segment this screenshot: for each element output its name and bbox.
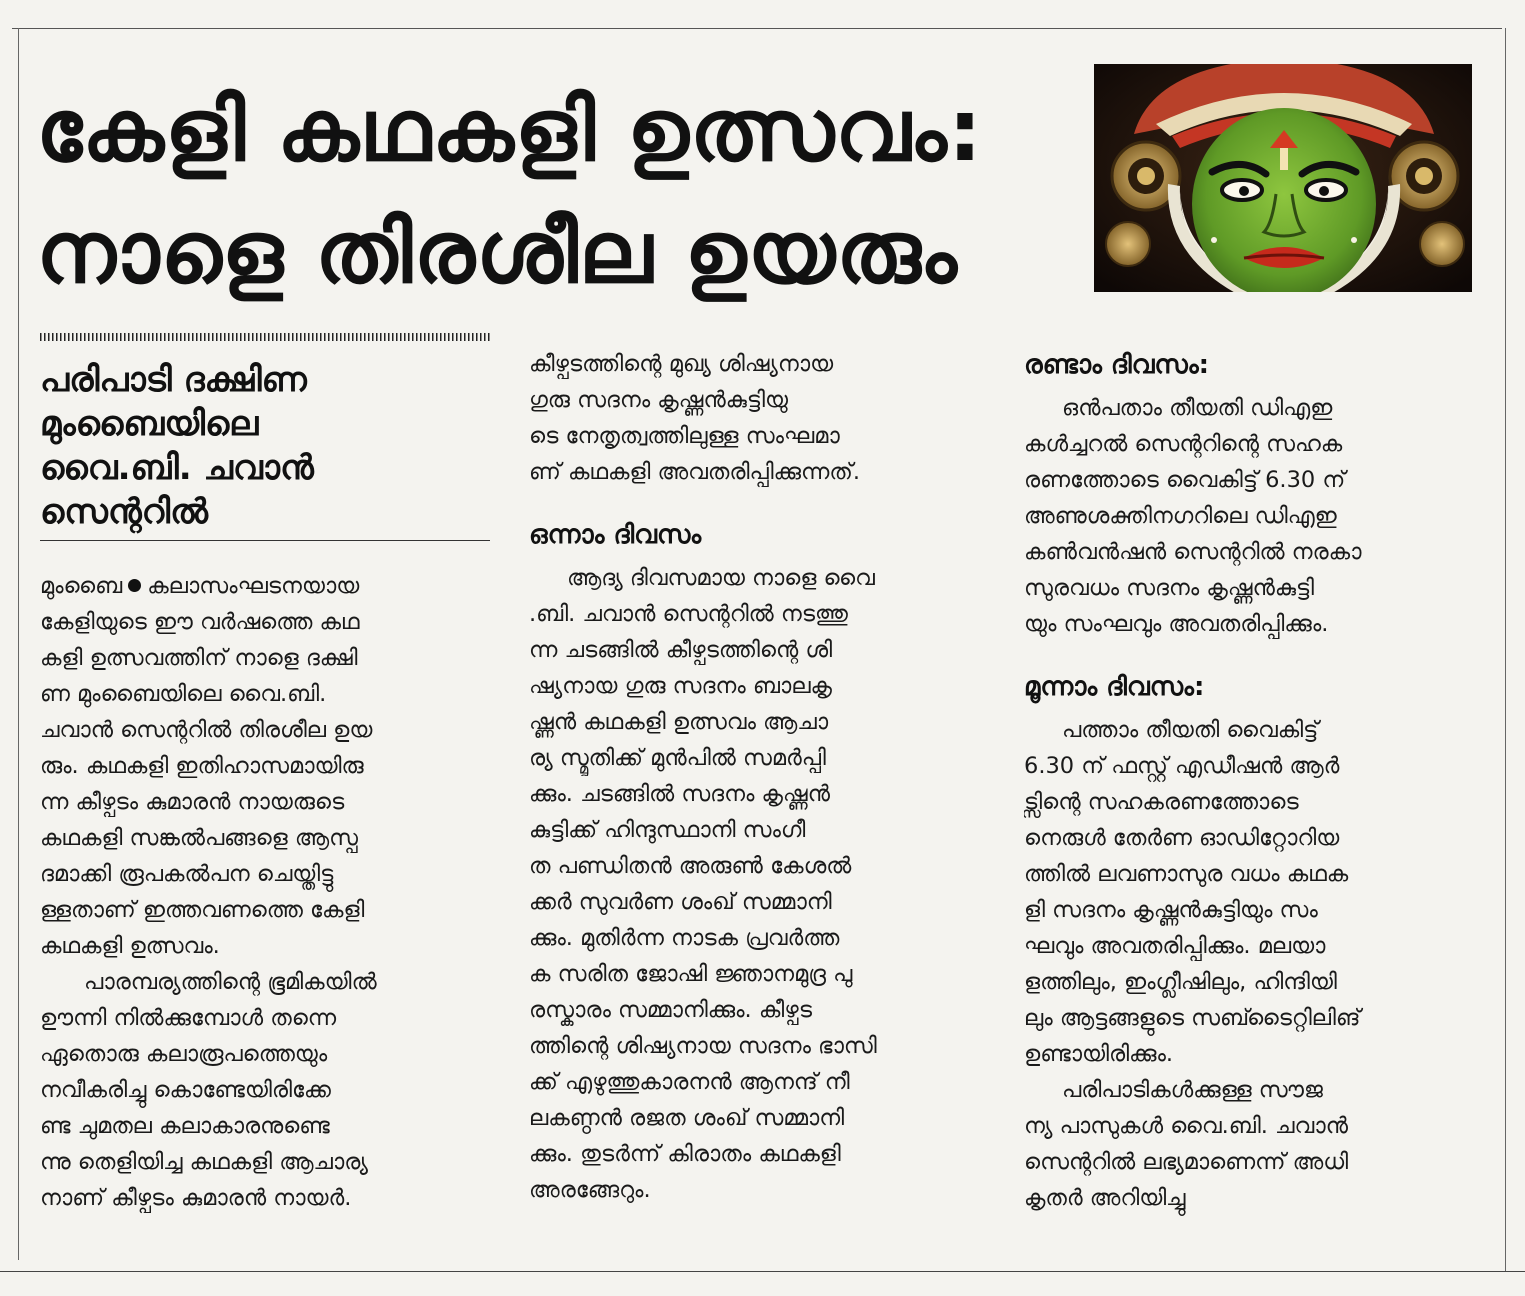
column-line: രും. കഥകളി ഇതിഹാസമായിരു: [40, 753, 364, 779]
column-line: ന്ന ചടങ്ങിൽ കീഴ്പടത്തിന്റെ ശി: [529, 637, 833, 663]
column-line: സുരവധം സദനം കൃഷ്ണൻകുട്ടി: [1024, 575, 1315, 601]
column-line: ക്കർ സുവർണ ശംഖ് സമ്മാനി: [529, 889, 832, 915]
column-line: ടെ നേതൃത്വത്തിലുള്ള സംഘമാ: [529, 423, 840, 449]
column-line: കഥകളി ഉത്സവം.: [40, 933, 220, 959]
column-line: ന്യ പാസുകൾ വൈ.ബി. ചവാൻ: [1024, 1113, 1348, 1139]
column-line: കൃതർ അറിയിച്ചു: [1024, 1185, 1186, 1211]
column-line: ഉണ്ടായിരിക്കും.: [1024, 1041, 1174, 1067]
top-rule: [12, 28, 1502, 29]
column-line: ഒൻപതാം തീയതി ഡിഎഇ: [1062, 395, 1333, 421]
subheading-line: മുംബൈയിലെ: [40, 404, 259, 444]
column-line: നെരുൾ തേർണ ഓഡിറ്റോറിയ: [1024, 825, 1340, 851]
column-line: ഷ്ണൻ കഥകളി ഉത്സവം ആചാ: [529, 709, 829, 735]
subheading-line: വൈ.ബി. ചവാൻ: [40, 448, 314, 488]
section-heading-day-2: രണ്ടാം ദിവസം:: [1024, 350, 1210, 380]
column-line: .ബി. ചവാൻ സെന്ററിൽ നടത്തു: [529, 601, 848, 627]
subheading-line: പരിപാടി ദക്ഷിണ: [40, 360, 307, 400]
paragraph-gap: [1024, 642, 1469, 660]
column-line: ര്യ സ്മൃതിക്ക് മുൻപിൽ സമർപ്പി: [529, 745, 826, 771]
column-line: കീഴ്പടത്തിന്റെ മുഖ്യ ശിഷ്യനായ: [529, 351, 834, 377]
column-line: കഥകളി സങ്കൽപങ്ങളെ ആസ്പ: [40, 825, 358, 851]
bullet-icon: [128, 579, 141, 592]
column-line: ക്ക് എഴുത്തുകാരനൻ ആനന്ദ് നീ: [529, 1069, 850, 1095]
column-line: ക്കും. തുടർന്ന് കിരാതം കഥകളി: [529, 1141, 841, 1167]
article-column-3: [1024, 338, 1469, 1216]
column-line: അരങ്ങേറും.: [529, 1177, 651, 1203]
column-line: ലകണ്ഠൻ രജത ശംഖ് സമ്മാനി: [529, 1105, 845, 1131]
column-line: ണ മുംബൈയിലെ വൈ.ബി.: [40, 681, 327, 707]
column-line: പരിപാടികൾക്കുള്ള സൗജ: [1062, 1077, 1323, 1103]
kathakali-face-image: [1094, 64, 1472, 292]
paragraph-gap: [529, 490, 983, 508]
column-line: ഊന്നി നിൽക്കുമ്പോൾ തന്നെ: [40, 1005, 337, 1031]
column-line: അണുശക്തിനഗറിലെ ഡിഎഇ: [1024, 503, 1337, 529]
column-line: ഗുരു സദനം കൃഷ്ണൻകുട്ടിയു: [529, 387, 788, 413]
headline: [36, 70, 1086, 314]
column-line: ന്നു തെളിയിച്ച കഥകളി ആചാര്യ: [40, 1149, 368, 1175]
column-line: [40, 568, 492, 604]
section-heading-day-1: ഒന്നാം ദിവസം: [529, 520, 702, 550]
right-column-rule: [1505, 28, 1506, 1271]
dateline: മുംബൈ: [40, 573, 123, 599]
column-line: ള്ളതാണ് ഇത്തവണത്തെ കേളി: [40, 897, 365, 923]
column-line: ചവാൻ സെന്ററിൽ തിരശീല ഉയ: [40, 717, 373, 743]
section-heading-day-3: മൂന്നാം ദിവസം:: [1024, 672, 1205, 702]
subheading: [40, 358, 490, 534]
column-line: നാണ് കീഴ്പടം കുമാരൻ നായർ.: [40, 1185, 352, 1211]
kathakali-photo: [1094, 64, 1472, 292]
column-line: ദമാക്കി രൂപകൽപന ചെയ്തിട്ടു: [40, 861, 334, 887]
column-line: രണത്തോടെ വൈകിട്ട് 6.30 ന്: [1024, 467, 1346, 493]
column-line: പാരമ്പര്യത്തിന്റെ ഭൂമികയിൽ: [84, 969, 377, 995]
column-line: കൾച്ചറൽ സെന്ററിന്റെ സഹക: [1024, 431, 1343, 457]
column-line: യും സംഘവും അവതരിപ്പിക്കും.: [1024, 611, 1329, 637]
section-dotted-rule: [40, 333, 490, 341]
column-line-text: കലാസംഘടനയായ: [147, 573, 360, 599]
column-line: ആദ്യ ദിവസമായ നാളെ വൈ: [567, 565, 875, 591]
subheading-line: സെന്ററിൽ: [40, 492, 209, 532]
column-line: ക്കും. മുതിർന്ന നാടക പ്രവർത്ത: [529, 925, 840, 951]
bottom-rule: [0, 1271, 1525, 1272]
column-line: ഘവും അവതരിപ്പിക്കും. മലയാ: [1024, 933, 1326, 959]
column-line: ണ് കഥകളി അവതരിപ്പിക്കുന്നത്.: [529, 459, 860, 485]
column-line: ഷ്യനായ ഗുരു സദനം ബാലകൃ: [529, 673, 832, 699]
column-line: കേളിയുടെ ഈ വർഷത്തെ കഥ: [40, 609, 360, 635]
column-line: 6.30 ന് ഫസ്റ്റ് എഡീഷൻ ആർ: [1024, 753, 1340, 779]
column-line: ലും ആട്ടങ്ങളുടെ സബ്ടൈറ്റിലിങ്: [1024, 1005, 1361, 1031]
article-column-2: [529, 346, 983, 1208]
column-line: ഏതൊരു കലാരൂപത്തെയും: [40, 1041, 328, 1067]
column-line: ളത്തിലും, ഇംഗ്ലീഷിലും, ഹിന്ദിയി: [1024, 969, 1337, 995]
column-line: രസ്കാരം സമ്മാനിക്കും. കീഴ്പട: [529, 997, 812, 1023]
headline-line-2: നാളെ തിരശീല ഉയരും: [36, 203, 958, 303]
headline-line-1: കേളി കഥകളി ഉത്സവം:: [36, 81, 984, 181]
left-column-rule: [18, 28, 19, 1260]
column-line: ളി സദനം കൃഷ്ണൻകുട്ടിയും സം: [1024, 897, 1318, 923]
column-line: കൺവൻഷൻ സെന്ററിൽ നരകാ: [1024, 539, 1362, 565]
column-line: സെന്ററിൽ ലഭ്യമാണെന്ന് അധി: [1024, 1149, 1349, 1175]
column-line: ന്ന കീഴ്പടം കുമാരൻ നായരുടെ: [40, 789, 345, 815]
subheading-rule: [40, 540, 490, 541]
column-line: ത്തിന്റെ ശിഷ്യനായ സദനം ഭാസി: [529, 1033, 877, 1059]
column-line: ട്സിന്റെ സഹകരണത്തോടെ: [1024, 789, 1299, 815]
column-line: പത്താം തീയതി വൈകിട്ട്: [1062, 717, 1319, 743]
column-line: നവീകരിച്ചു കൊണ്ടേയിരിക്കേ: [40, 1077, 331, 1103]
column-line: ക്കും. ചടങ്ങിൽ സദനം കൃഷ്ണൻ: [529, 781, 830, 807]
article-column-1: [40, 568, 492, 1216]
column-line: കളി ഉത്സവത്തിന് നാളെ ദക്ഷി: [40, 645, 358, 671]
column-line: ത്തിൽ ലവണാസുര വധം കഥക: [1024, 861, 1349, 887]
column-line: ത പണ്ഡിതൻ അരുൺ കേശൽ: [529, 853, 852, 879]
column-line: ണ്ട ചുമതല കലാകാരനുണ്ടെ: [40, 1113, 330, 1139]
column-line: ക സരിത ജോഷി ജ്ഞാനമുദ്ര പു: [529, 961, 853, 987]
column-line: കുട്ടിക്ക് ഹിന്ദുസ്ഥാനി സംഗീ: [529, 817, 806, 843]
